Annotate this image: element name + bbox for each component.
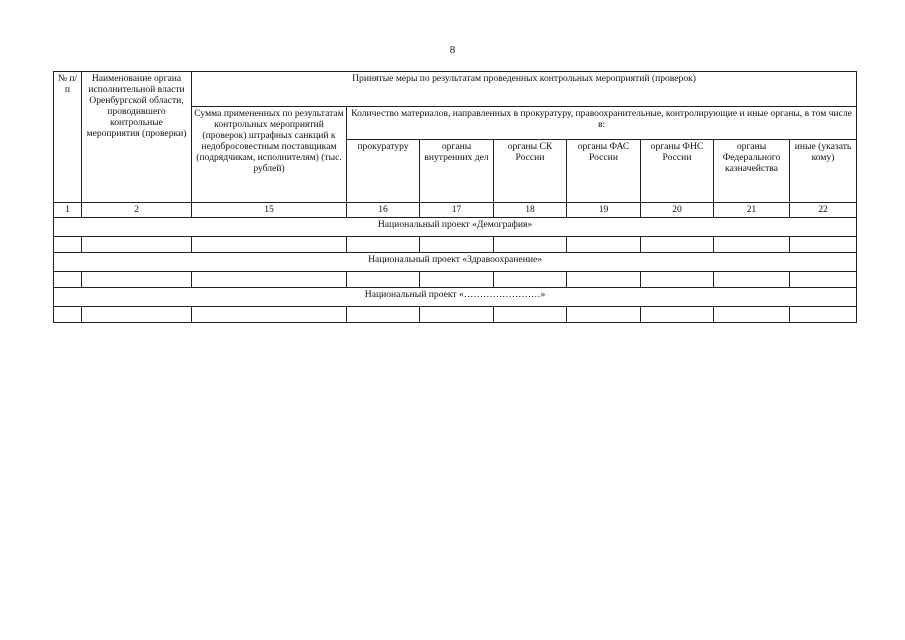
header-col-fns: органы ФНС России <box>641 140 714 203</box>
empty-cell[interactable] <box>494 272 567 288</box>
empty-cell[interactable] <box>714 307 790 323</box>
empty-cell[interactable] <box>494 237 567 253</box>
header-col-organ-name: Наименование органа исполнительной власти Оренбургской области, проводившего контрольные мероприятия (проверки) <box>82 72 192 203</box>
empty-cell[interactable] <box>82 307 192 323</box>
data-row <box>54 272 857 288</box>
header-col-internal-affairs: органы внутренних дел <box>420 140 494 203</box>
header-measures-group: Принятые меры по результатам проведенных контрольных мероприятий (проверок) <box>192 72 857 107</box>
empty-cell[interactable] <box>420 307 494 323</box>
column-number: 15 <box>192 203 347 218</box>
empty-cell[interactable] <box>567 272 641 288</box>
header-col-fas: органы ФАС России <box>567 140 641 203</box>
header-col-prosecutor: прокуратуру <box>347 140 420 203</box>
column-number: 22 <box>790 203 857 218</box>
empty-cell[interactable] <box>714 272 790 288</box>
column-number: 2 <box>82 203 192 218</box>
column-number-row <box>54 203 857 218</box>
section-title-other-project: Национальный проект «……………………» <box>54 288 857 307</box>
empty-cell[interactable] <box>567 307 641 323</box>
empty-cell[interactable] <box>192 307 347 323</box>
section-title-demography: Национальный проект «Демография» <box>54 218 857 237</box>
empty-cell[interactable] <box>54 307 82 323</box>
section-row <box>54 288 857 307</box>
empty-cell[interactable] <box>347 272 420 288</box>
empty-cell[interactable] <box>714 237 790 253</box>
column-number: 1 <box>54 203 82 218</box>
empty-cell[interactable] <box>641 237 714 253</box>
empty-cell[interactable] <box>641 307 714 323</box>
header-col-other: иные (указать кому) <box>790 140 857 203</box>
empty-cell[interactable] <box>790 237 857 253</box>
empty-cell[interactable] <box>494 307 567 323</box>
header-row-1 <box>54 72 857 107</box>
data-row <box>54 307 857 323</box>
empty-cell[interactable] <box>790 272 857 288</box>
empty-cell[interactable] <box>82 272 192 288</box>
data-row <box>54 237 857 253</box>
header-col-number: № п/п <box>54 72 82 203</box>
empty-cell[interactable] <box>347 307 420 323</box>
report-table <box>53 71 857 323</box>
header-col-sanctions-sum: Сумма примененных по результатам контрольных мероприятий (проверок) штрафных санкций к недобросовестным поставщикам (подрядчикам, исполнителям) (тыс. рублей) <box>192 107 347 203</box>
column-number: 18 <box>494 203 567 218</box>
empty-cell[interactable] <box>790 307 857 323</box>
empty-cell[interactable] <box>82 237 192 253</box>
empty-cell[interactable] <box>54 237 82 253</box>
header-materials-group: Количество материалов, направленных в прокуратуру, правоохранительные, контролирующие и иные органы, в том числе в: <box>347 107 857 140</box>
empty-cell[interactable] <box>192 237 347 253</box>
column-number: 16 <box>347 203 420 218</box>
page-number: 8 <box>449 44 456 56</box>
column-number: 19 <box>567 203 641 218</box>
empty-cell[interactable] <box>420 237 494 253</box>
header-col-investigative-committee: органы СК России <box>494 140 567 203</box>
empty-cell[interactable] <box>567 237 641 253</box>
empty-cell[interactable] <box>54 272 82 288</box>
header-col-treasury: органы Федерального казначейства <box>714 140 790 203</box>
column-number: 21 <box>714 203 790 218</box>
section-row <box>54 253 857 272</box>
section-title-healthcare: Национальный проект «Здравоохранение» <box>54 253 857 272</box>
empty-cell[interactable] <box>347 237 420 253</box>
column-number: 20 <box>641 203 714 218</box>
empty-cell[interactable] <box>420 272 494 288</box>
section-row <box>54 218 857 237</box>
column-number: 17 <box>420 203 494 218</box>
empty-cell[interactable] <box>641 272 714 288</box>
empty-cell[interactable] <box>192 272 347 288</box>
